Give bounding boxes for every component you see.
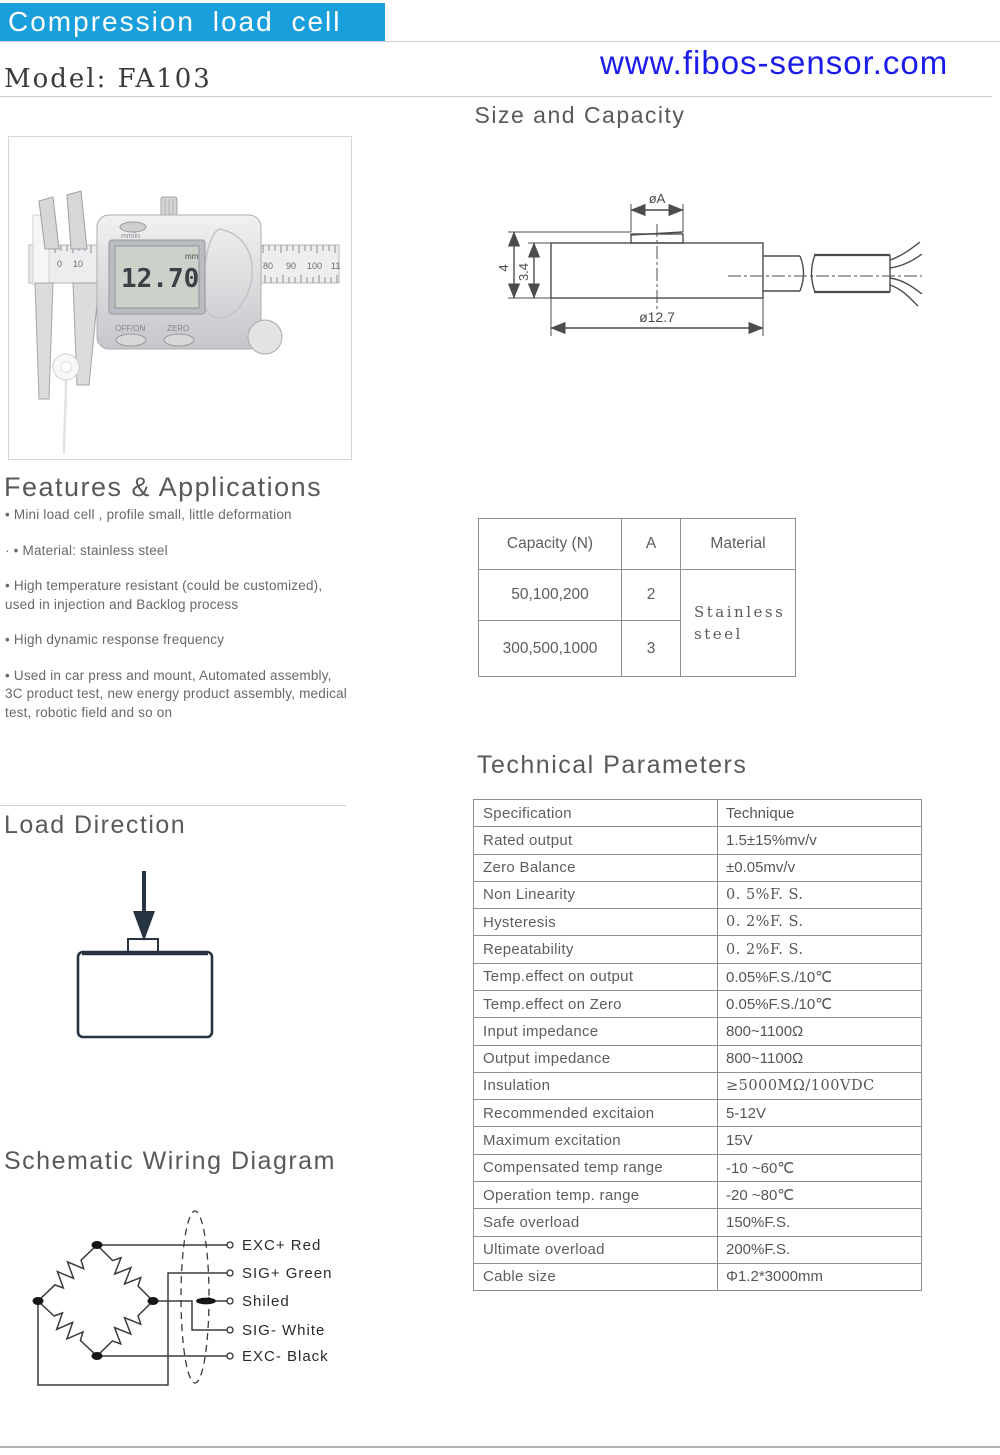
spec-label: Cable size — [474, 1264, 718, 1290]
ruler-number: 11 — [331, 261, 341, 271]
ruler-number: 80 — [263, 261, 274, 271]
wire-strand — [890, 278, 922, 294]
spec-value: 0.05%F.S./10℃ — [726, 968, 833, 986]
table-row — [474, 964, 921, 991]
feature-item: • Used in car press and mount, Automated assembly, 3C product test, new energy product assembly, medical test, robotic field and so on — [5, 667, 348, 720]
section-title-load-direction: Load Direction — [4, 811, 187, 839]
features-list — [5, 506, 353, 722]
lower-jaw-fixed — [35, 283, 53, 399]
thumb-roller — [248, 320, 282, 354]
load-cell-wire — [64, 380, 66, 453]
spec-value: 1.5±15%mv/v — [726, 831, 817, 849]
upper-jaw-moving — [67, 191, 87, 249]
ruler-number: 0 — [57, 259, 63, 269]
wire-label-sig-plus: SIG+ Green — [242, 1265, 333, 1282]
spec-label: Maximum excitation — [474, 1127, 718, 1153]
spec-value: 0. 5%F. S. — [726, 886, 804, 903]
divider — [0, 96, 992, 97]
wire-label-shield: Shiled — [242, 1293, 290, 1310]
section-title-wiring: Schematic Wiring Diagram — [4, 1147, 336, 1175]
spec-value: Φ1.2*3000mm — [726, 1268, 824, 1286]
table-row — [474, 827, 921, 854]
material-cell: Stainless steel — [694, 603, 786, 643]
wire-label-sig-minus: SIG- White — [242, 1322, 326, 1339]
dim-body-height: 3.4 — [516, 262, 531, 282]
section-title-features: Features & Applications — [4, 472, 323, 502]
wire-label-exc-minus: EXC- Black — [242, 1348, 329, 1365]
off-on-label: OFF/ON — [115, 324, 146, 333]
mode-label: mm/in — [121, 233, 141, 240]
spec-label: Operation temp. range — [474, 1182, 718, 1208]
spec-label: Recommended excitaion — [474, 1100, 718, 1126]
dim-total-height: 4 — [496, 264, 511, 272]
shield-lens — [196, 1298, 216, 1305]
section-title-size-capacity: Size and Capacity — [474, 102, 686, 128]
table-row — [474, 1155, 921, 1182]
spec-label: Ultimate overload — [474, 1237, 718, 1263]
model-title: Model: FA103 — [4, 64, 212, 94]
spec-value: 0. 2%F. S. — [726, 941, 804, 958]
table-row — [474, 1127, 921, 1154]
dimension-drawing — [470, 150, 980, 400]
website-link[interactable]: www.fibos-sensor.com — [600, 44, 949, 81]
spec-value: ±0.05mv/v — [726, 859, 796, 877]
spec-label: Input impedance — [474, 1018, 718, 1044]
feature-item: · • Material: stainless steel — [5, 542, 168, 558]
table-row — [474, 1264, 921, 1290]
capacity-cell: 300,500,1000 — [479, 621, 622, 676]
spec-label: Safe overload — [474, 1209, 718, 1235]
spec-label: Repeatability — [474, 936, 718, 962]
capacity-table — [478, 518, 796, 677]
spec-value: 0. 2%F. S. — [726, 914, 804, 931]
spec-label: Temp.effect on output — [474, 964, 718, 990]
spec-label: Non Linearity — [474, 882, 718, 908]
spec-value: -20 ~80℃ — [726, 1187, 795, 1205]
capacity-cell: 50,100,200 — [479, 570, 622, 621]
zero-label: ZERO — [167, 324, 190, 333]
spec-value: Technique — [726, 804, 795, 822]
wire-terminals — [227, 1242, 233, 1359]
table-row — [474, 909, 921, 936]
dim-body-diameter: ø12.7 — [639, 309, 675, 325]
spec-label: Specification — [474, 800, 718, 826]
spec-value: 0.05%F.S./10℃ — [726, 996, 833, 1014]
load-cell-button — [61, 362, 72, 373]
table-row — [474, 1209, 921, 1236]
bridge-resistor — [33, 1239, 102, 1306]
caliper-illustration — [9, 137, 351, 459]
material-header: Material — [681, 519, 795, 570]
wiring-diagram — [10, 1185, 430, 1395]
feature-item: • Mini load cell , profile small, little deformation — [5, 507, 292, 522]
wire-label-exc-plus: EXC+ Red — [242, 1237, 322, 1254]
spec-value: 150%F.S. — [726, 1213, 791, 1231]
off-on-button — [116, 334, 146, 346]
bridge-resistor — [33, 1295, 102, 1361]
table-row — [474, 1237, 921, 1264]
wire-strand — [890, 254, 922, 268]
spec-value: 200%F.S. — [726, 1241, 791, 1259]
section-title-technical: Technical Parameters — [477, 751, 748, 779]
spec-label: Insulation — [474, 1073, 718, 1099]
feature-item: • High dynamic response frequency — [5, 632, 225, 647]
spec-value: -10 ~60℃ — [726, 1159, 795, 1177]
technical-parameters-table — [473, 799, 922, 1291]
spec-label: Rated output — [474, 827, 718, 853]
table-row — [474, 991, 921, 1018]
table-row — [474, 855, 921, 882]
spec-value: ≥5000MΩ/100VDC — [726, 1077, 875, 1094]
table-row — [474, 882, 921, 909]
feature-item: • High temperature resistant (could be customized), used in injection and Backlog process — [5, 578, 323, 612]
wire-strand — [890, 242, 920, 260]
table-row — [474, 936, 921, 963]
divider — [0, 41, 1000, 42]
dim-boss-diameter: øA — [648, 191, 666, 206]
load-direction-diagram — [60, 855, 290, 1050]
a-cell: 2 — [622, 570, 681, 621]
title-banner — [0, 3, 385, 41]
cable-drawing — [763, 242, 922, 306]
page-title: Compression load cell — [8, 6, 342, 37]
ruler-number: 10 — [73, 259, 84, 269]
spec-value: 800~1100Ω — [726, 1022, 804, 1040]
table-row — [474, 1182, 921, 1209]
table-row — [474, 1073, 921, 1100]
bridge-resistor — [92, 1295, 159, 1361]
spec-label: Hysteresis — [474, 909, 718, 935]
load-arrow-head — [133, 911, 155, 941]
sig-plus-wire — [38, 1273, 227, 1385]
lcd-unit: mm — [185, 252, 199, 261]
a-cell: 3 — [622, 621, 681, 676]
spec-value: 5-12V — [726, 1104, 767, 1122]
spec-label: Compensated temp range — [474, 1155, 718, 1181]
table-row — [474, 1018, 921, 1045]
bridge-resistor — [91, 1239, 158, 1306]
lcd-reading: 12.70 — [121, 264, 200, 294]
table-row — [474, 800, 921, 827]
divider — [0, 805, 346, 806]
spec-label: Temp.effect on Zero — [474, 991, 718, 1017]
product-photo — [8, 136, 352, 460]
spec-value: 800~1100Ω — [726, 1050, 804, 1068]
spec-label: Output impedance — [474, 1046, 718, 1072]
mode-button — [120, 222, 146, 232]
table-row — [474, 1100, 921, 1127]
ruler-number: 100 — [307, 261, 323, 271]
spec-label: Zero Balance — [474, 855, 718, 881]
zero-button — [164, 334, 194, 346]
a-header: A — [622, 519, 681, 570]
footer-divider — [0, 1446, 1000, 1448]
cell-body — [78, 952, 212, 1037]
table-row — [474, 1046, 921, 1073]
sig-minus-wire — [153, 1301, 227, 1330]
ruler-number: 90 — [286, 261, 297, 271]
cable-shield-ellipse — [181, 1211, 209, 1383]
spec-value: 15V — [726, 1132, 753, 1150]
capacity-header: Capacity (N) — [479, 519, 622, 570]
